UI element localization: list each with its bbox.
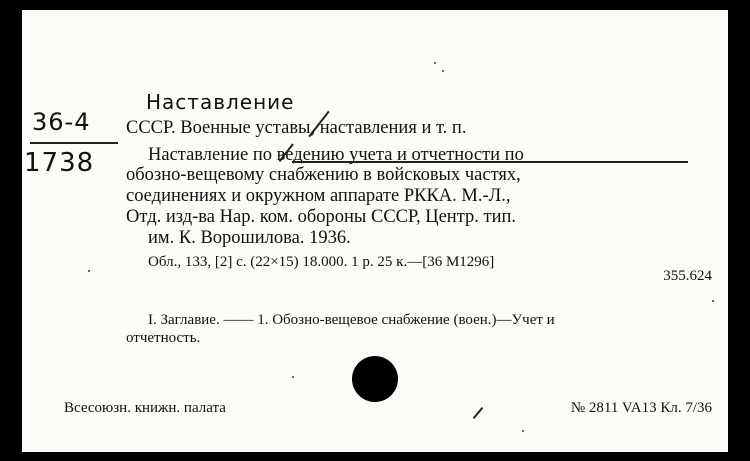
speck — [442, 70, 444, 72]
speck — [292, 376, 294, 378]
title-line-3: соединениях и окружном аппарате РККА. М.-Л., — [126, 186, 511, 206]
ink-blot — [352, 356, 398, 402]
speck — [522, 430, 524, 432]
footer-publisher: Всесоюзн. книжн. палата — [64, 400, 226, 416]
tracings-line-2: отчетность. — [126, 330, 201, 346]
subject-heading: СССР. Военные уставы, наставления и т. п. — [126, 118, 467, 138]
tracings-line-1: I. Заглавие. —— 1. Обозно-вещевое снабжение (воен.)—Учет и — [148, 312, 555, 328]
speck — [712, 300, 714, 302]
title-line-2: обозно-вещевому снабжению в войсковых частях, — [126, 165, 521, 185]
footer-record-number: № 2811 VA13 Кл. 7/36 — [570, 400, 712, 416]
shelf-mark-rule — [30, 142, 118, 144]
title-line-1: Наставление по ведению учета и отчетности по — [148, 145, 524, 165]
shelf-mark-top: 36-4 — [32, 108, 91, 136]
classification-number: 355.624 — [663, 268, 712, 284]
title-line-5: им. К. Ворошилова. 1936. — [148, 228, 351, 248]
collation-line: Обл., 133, [2] с. (22×15) 18.000. 1 р. 25 к.—[36 М1296] — [148, 254, 495, 270]
catalog-card — [22, 10, 728, 452]
handwritten-note: Наставление — [146, 90, 295, 114]
speck — [434, 62, 436, 64]
shelf-mark-bottom: 1738 — [24, 148, 95, 178]
speck — [88, 270, 90, 272]
ink-mark — [473, 407, 484, 419]
title-line-4: Отд. изд-ва Нар. ком. обороны СССР, Центр. тип. — [126, 207, 517, 227]
